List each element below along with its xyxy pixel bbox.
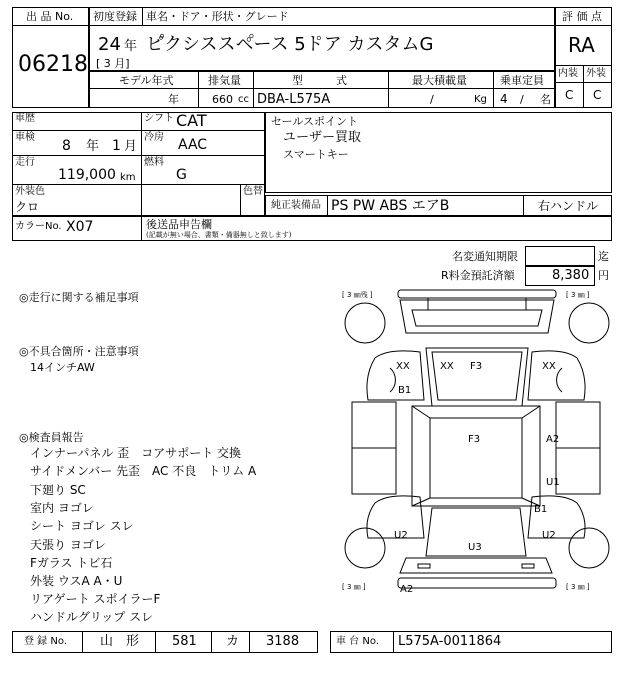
mark-left-fender: B1 — [398, 385, 412, 396]
front-left-tire-icon — [345, 303, 385, 343]
mark-left-rear-fender: U2 — [394, 530, 408, 541]
mark-rear-bumper: A2 — [400, 584, 414, 595]
sales-point-item: ユーザー買取 — [283, 130, 362, 145]
inspection-label: 車検 — [15, 132, 35, 143]
max-load-label: 最大積載量 — [412, 74, 467, 87]
mark-right-rear-fender: B1 — [534, 504, 548, 515]
inspector-line: シート ヨゴレ スレ — [30, 519, 134, 533]
inspector-line: 天張り ヨゴレ — [30, 538, 106, 552]
exterior-color: クロ — [15, 200, 40, 214]
details-table — [12, 112, 265, 216]
inspector-line: リアゲート スポイラーF — [30, 592, 161, 606]
inspector-line: Fガラス トビ石 — [30, 556, 113, 570]
driving-remarks-label: ◎走行に関する補足事項 — [19, 291, 139, 304]
interior-grade: C — [565, 88, 574, 102]
mark-right-rear-door: U1 — [546, 477, 560, 488]
rear-left-tire-icon — [345, 528, 385, 568]
defects-label: ◎不具合箇所・注意事項 — [19, 345, 139, 358]
history-label: 車歴 — [15, 113, 35, 124]
mark-front-center-left: XX — [440, 361, 454, 372]
fuel-value: G — [176, 167, 187, 183]
mark-right-front-door: A2 — [546, 434, 560, 445]
inspection-month: 1 — [112, 138, 121, 154]
lot-number: 06218 — [18, 52, 88, 77]
inspector-line: サイドメンバー 先歪 AC 不良 トリム A — [30, 464, 257, 478]
chassis-number: L575A-0011864 — [398, 634, 502, 649]
defect-item: 14インチAW — [30, 361, 95, 374]
displacement: 660 — [212, 93, 233, 106]
car-damage-diagram — [340, 288, 612, 628]
car-name: ピ゚クシススペ゚ース 5ト゚ア カスタムG — [146, 34, 434, 55]
ac-label: 冷房 — [144, 132, 164, 143]
tire-label-front-left: [ 3 ㎜残 ] — [342, 291, 373, 299]
reg-month: [ 3 月] — [96, 57, 130, 70]
inspector-line: 下廻り SC — [30, 483, 86, 497]
name-change-box — [525, 246, 595, 266]
model-desc-label: 車名・ドア・形状・グレード — [146, 10, 289, 23]
load-unit: Kg — [474, 94, 487, 105]
reg-region: 山 形 — [100, 634, 140, 649]
chassis-label: 車 台 No. — [336, 636, 379, 647]
interior-label: 内装 — [558, 68, 578, 79]
type-code: DBA-L575A — [257, 92, 331, 107]
capacity-unit: / — [520, 93, 524, 106]
tire-label-rear-left: [ 3 ㎜ ] — [342, 583, 366, 591]
first-reg-label: 初度登録 — [93, 10, 137, 23]
capacity-value: 4 — [500, 92, 508, 106]
model-year-label: モデル年式 — [119, 74, 174, 87]
inspection-year-unit: 年 — [86, 139, 100, 154]
sales-point-item: スマートキー — [283, 148, 349, 161]
type-label: 型 式 — [292, 74, 347, 87]
name-change-unit: 迄 — [598, 250, 609, 263]
capacity-suffix: 名 — [540, 93, 551, 106]
reg-kana: カ — [226, 634, 240, 649]
mileage-unit: km — [120, 172, 136, 183]
grade-label: 評 価 点 — [562, 10, 602, 23]
sales-points-label: セールスポイント — [271, 115, 359, 128]
equipment-label: 純正装備品 — [271, 200, 321, 211]
equipment-value: PS PW ABS エアB — [331, 198, 450, 214]
exterior-color-label: 外装色 — [15, 186, 45, 197]
displacement-unit: cc — [238, 94, 249, 105]
capacity-label: 乗車定員 — [500, 74, 544, 87]
inspector-line: インナーパネル 歪 コアサポート 交換 — [30, 446, 242, 460]
mileage-value: 119,000 — [58, 167, 116, 183]
mark-roof: F3 — [468, 434, 481, 445]
inspection-year: 8 — [62, 138, 71, 154]
color-change-label: 色替 — [243, 186, 263, 197]
front-right-tire-icon — [569, 303, 609, 343]
rear-right-tire-icon — [569, 528, 609, 568]
reg-number: 3188 — [266, 634, 300, 649]
lot-label: 出 品 No. — [26, 10, 74, 23]
tire-label-front-right: [ 3 ㎜ ] — [566, 291, 590, 299]
mileage-label: 走行 — [15, 157, 35, 168]
steering-value: 右ハンドル — [538, 199, 599, 213]
color-no-row — [12, 216, 612, 241]
reg-year: 24 — [98, 34, 121, 55]
post-doc-note: (記載が無い場合、書類・備器無しと致します) — [146, 231, 292, 239]
inspector-line: 室内 ヨゴレ — [30, 501, 94, 515]
color-no-label: カラーNo. — [15, 221, 62, 232]
mark-front-right: XX — [542, 361, 556, 372]
tire-label-rear-right: [ 3 ㎜ ] — [566, 583, 590, 591]
fuel-label: 燃料 — [144, 157, 164, 168]
ac-value: AAC — [178, 137, 208, 153]
shift-label: シフト — [144, 113, 174, 124]
overall-grade: RA — [568, 33, 595, 57]
color-no: X07 — [66, 219, 94, 235]
reg-no-label: 登 録 No. — [24, 636, 67, 647]
mark-right-rear-quarter: U2 — [542, 530, 556, 541]
inspector-line: ハンドルグリップ スレ — [30, 610, 154, 624]
displacement-label: 排気量 — [208, 74, 241, 87]
mark-front-center: F3 — [470, 361, 483, 372]
post-doc-label: 後送品申告欄 — [146, 218, 212, 231]
mark-rear-center: U3 — [468, 542, 482, 553]
model-year-value: 年 — [168, 93, 179, 106]
shift-value: CAT — [176, 111, 207, 130]
name-change-label: 名変通知期限 — [452, 250, 518, 263]
exterior-label: 外装 — [586, 68, 606, 79]
recycle-unit: 円 — [598, 269, 609, 282]
inspection-month-unit: 月 — [124, 139, 138, 154]
reg-class: 581 — [172, 634, 197, 649]
recycle-value: 8,380 — [552, 268, 590, 283]
max-load-value: / — [430, 93, 434, 106]
recycle-label: R料金預託済額 — [441, 269, 515, 282]
inspector-line: 外装 ウスA A・U — [30, 574, 123, 588]
reg-year-unit: 年 — [124, 39, 138, 54]
mark-front-left: XX — [396, 361, 410, 372]
exterior-grade: C — [593, 88, 602, 102]
inspector-label: ◎検査員報告 — [19, 431, 84, 444]
